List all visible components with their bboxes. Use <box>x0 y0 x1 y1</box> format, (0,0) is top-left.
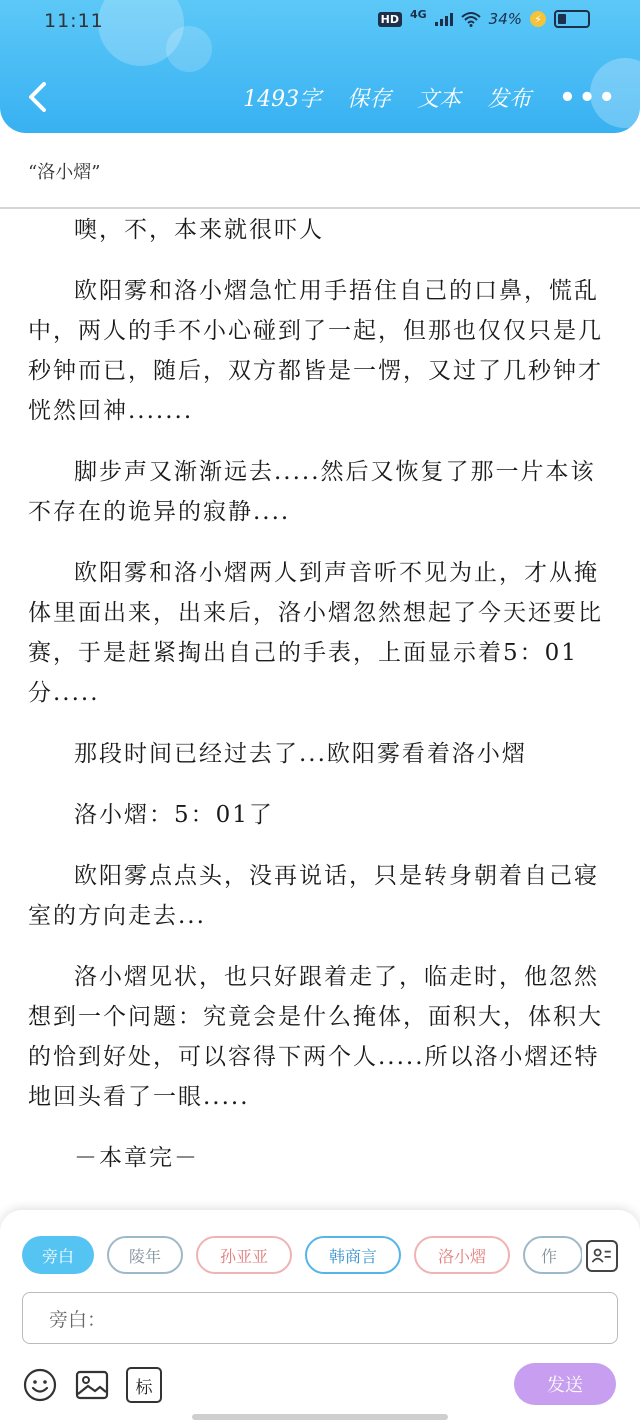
chevron-left-icon[interactable] <box>22 80 56 114</box>
role-chip[interactable]: 陵年 <box>107 1236 183 1274</box>
role-chip-narrator[interactable]: 旁白 <box>22 1236 94 1274</box>
signal-icon <box>435 12 453 26</box>
more-icon[interactable]: ••• <box>559 82 618 113</box>
paragraph: 洛小熠：5：01了 <box>74 802 274 828</box>
image-icon[interactable] <box>74 1367 110 1403</box>
paragraph: 欧阳雾和洛小熠急忙用手捂住自己的口鼻，慌乱中，两人的手不小心碰到了一起，但那也仅仅只是几秒钟而已，随后，双方都皆是一愣，又过了几秒钟才恍然回神....... <box>28 278 603 424</box>
role-chip-list[interactable] <box>22 1236 582 1276</box>
battery-percent: 34% <box>488 10 522 28</box>
paragraph: 噢，不，本来就很吓人 <box>74 217 324 243</box>
composer-panel <box>0 1210 640 1422</box>
editor-toolbar <box>217 82 618 113</box>
role-chip[interactable]: 韩商言 <box>305 1236 401 1274</box>
paragraph: 洛小熠见状，也只好跟着走了，临走时，他忽然想到一个问题：究竟会是什么掩体，面积大，体积大的恰到好处，可以容得下两个人.....所以洛小熠还特地回头看了一眼..... <box>28 964 603 1110</box>
input-role-prefix: 旁白： <box>49 1309 107 1331</box>
message-input-box[interactable] <box>22 1292 618 1344</box>
role-chip[interactable]: 孙亚亚 <box>196 1236 292 1274</box>
top-app-bar <box>0 0 640 133</box>
word-count: 1493字 <box>243 87 322 112</box>
story-content[interactable] <box>28 210 618 1199</box>
save-button[interactable]: 保存 <box>347 87 392 112</box>
role-chip[interactable]: 洛小熠 <box>414 1236 510 1274</box>
hd-badge: HD <box>378 12 402 27</box>
status-icons <box>378 7 590 28</box>
divider <box>0 207 640 209</box>
paragraph: 脚步声又渐渐远去.....然后又恢复了那一片本该不存在的诡异的寂静.... <box>28 459 596 525</box>
paragraph: 欧阳雾点点头，没再说话，只是转身朝着自己寝室的方向走去... <box>28 863 599 929</box>
publish-button[interactable]: 发布 <box>487 87 532 112</box>
tag-icon[interactable] <box>126 1367 162 1403</box>
chapter-end-marker: －本章完－ <box>74 1145 199 1171</box>
battery-icon <box>554 10 590 28</box>
send-button[interactable]: 发送 <box>514 1363 616 1405</box>
text-button[interactable]: 文本 <box>417 87 462 112</box>
chapter-title[interactable]: “洛小熠” <box>28 162 101 183</box>
status-bar <box>0 0 640 48</box>
status-time: 11:11 <box>44 10 104 32</box>
emoji-icon[interactable] <box>22 1367 58 1403</box>
message-input[interactable] <box>93 1301 607 1337</box>
wifi-icon <box>461 11 481 27</box>
network-type: 4G <box>409 7 427 21</box>
composer-tools <box>22 1367 162 1403</box>
contacts-icon[interactable] <box>586 1240 618 1272</box>
charging-icon: ⚡ <box>530 11 546 27</box>
paragraph: 欧阳雾和洛小熠两人到声音听不见为止，才从掩体里面出来，出来后，洛小熠忽然想起了今天还要比赛，于是赶紧掏出自己的手表，上面显示着5：01分..... <box>28 560 603 706</box>
role-chip[interactable]: 作 <box>523 1236 582 1274</box>
paragraph: 那段时间已经过去了...欧阳雾看着洛小熠 <box>74 741 527 767</box>
tag-label: 标 <box>135 1377 153 1398</box>
home-indicator[interactable] <box>192 1414 448 1420</box>
